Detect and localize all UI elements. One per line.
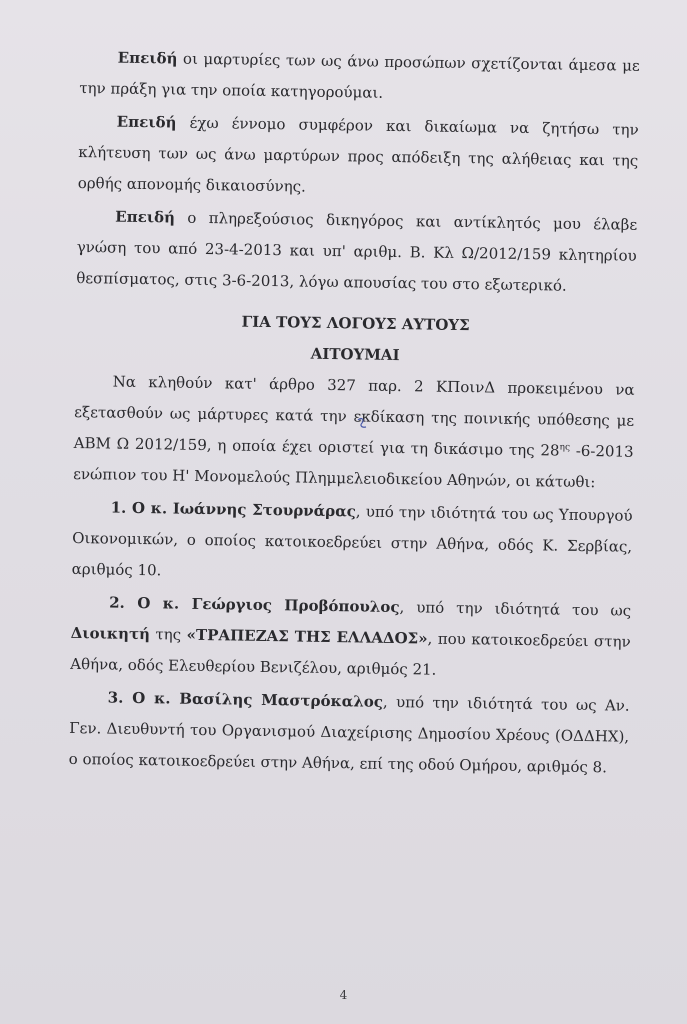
request-text-b: -6-2013 ενώπιον του Η' Μονομελούς Πλημμελειοδικείου Αθηνών, οι κάτωθι: [73,441,634,492]
paragraph-2-lead: Επειδή [116,112,177,132]
witness-3 [68,682,629,784]
page-number: 4 [339,988,348,1002]
witness-1-name: 1. Ο κ. Ιωάννης Στουρνάρας [110,498,356,521]
paragraph-3-text: ο πληρεξούσιος δικηγόρος και αντίκλητός μου έλαβε γνώση του από 23-4-2013 και υπ' αριθμ. Β. Κλ Ω/2012/159 κλητηρίου θεσπίσματος, στις 3-6-2013, λόγω απουσίας του στο εξωτερικό. [76,208,638,295]
paragraph-2-text: έχω έννομο συμφέρον και δικαίωμα να ζητήσω την κλήτευση των ως άνω μαρτύρων προς απόδειξη της αλήθειας και της ορθής απονομής δικαιοσύνης. [77,113,639,196]
witness-2-mid: της [149,625,187,644]
witness-2 [70,587,631,689]
witness-2-tail: , που κατοικοεδρεύει στην Αθήνα, οδός Ελευθερίου Βενιζέλου, αριθμός 21. [70,629,631,679]
paragraph-1-lead: Επειδή [117,48,178,68]
paragraph-1-text: οι μαρτυρίες των ως άνω προσώπων σχετίζονται άμεσα με την πράξη για την οποία κατηγορούμαι. [79,49,640,102]
witness-3-name: 3. Ο κ. Βασίλης Μαστρόκαλος [107,688,384,711]
paragraph-1 [79,42,640,113]
handwritten-mark-icon [355,416,371,432]
witness-1 [71,492,632,594]
paragraph-3-lead: Επειδή [115,207,176,227]
witness-2-text: , υπό την ιδιότητά του ως [399,598,632,620]
witness-2-org: «ΤΡΑΠΕΖΑΣ ΤΗΣ ΕΛΛΑΔΟΣ» [186,625,428,648]
request-heading: ΑΙΤΟΥΜΑΙ [310,344,400,365]
witness-2-role: Διοικητή [70,623,151,644]
paragraph-2 [78,106,639,208]
request-paragraph [73,366,635,499]
witness-3-text: , υπό την ιδιότητά του ως Αν. Γεν. Διευθυντή του Οργανισμού Διαχείρισης Δημοσίου Χρέους (ΟΔΔΗΧ), ο οποίος κατοικοεδρεύει στην Αθήνα, επί της οδού Ομήρου, αριθμός 8. [68,692,630,777]
request-ordinal-suffix: ης [559,442,571,453]
document-body [68,42,639,784]
section-heading: ΓΙΑ ΤΟΥΣ ΛΟΓΟΥΣ ΑΥΤΟΥΣ [241,312,470,335]
paragraph-3 [76,201,637,303]
witness-2-name: 2. Ο κ. Γεώργιος Προβόπουλος [109,593,400,617]
request-text-a: Να κληθούν κατ' άρθρο 327 παρ. 2 ΚΠοινΔ προκειμένου να εξετασθούν ως μάρτυρες κατά την εκδίκαση της ποινικής υπόθεσης με ΑΒΜ Ω 2012/159, η οποία έχει οριστεί για τη δικάσιμο της 28 [73,372,635,460]
witness-1-text: , υπό την ιδιότητά του ως Υπουργού Οικονομικών, ο οποίος κατοικοεδρεύει στην Αθήνα, οδός Κ. Σερβίας, αριθμός 10. [71,502,633,580]
